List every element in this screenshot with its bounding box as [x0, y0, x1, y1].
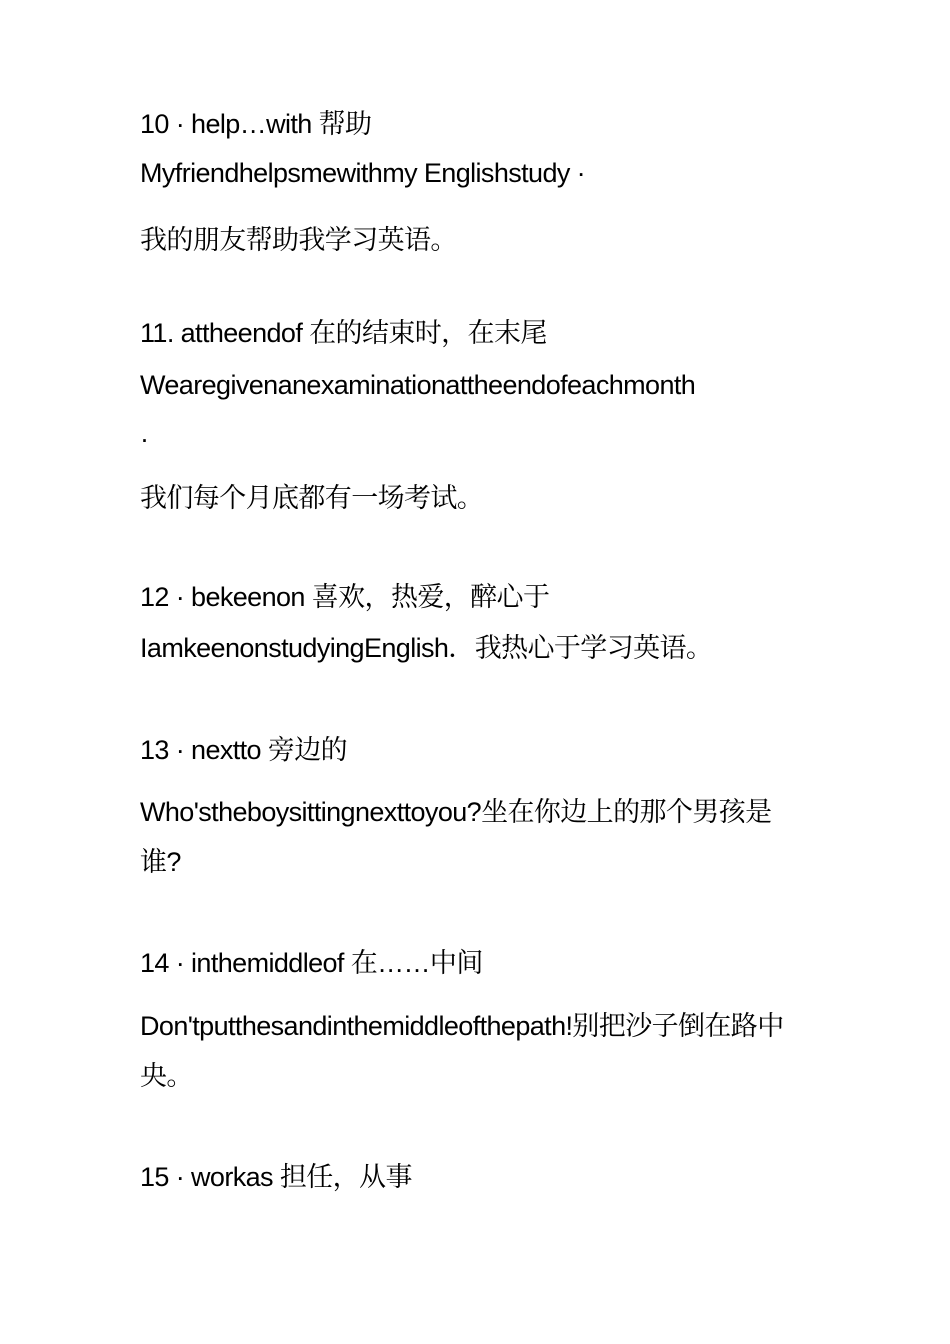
entry-13-heading: 13 · nextto 旁边的: [140, 735, 348, 765]
entry-15-heading: 15 · workas 担任，从事: [140, 1162, 412, 1192]
entry-10-heading: 10 · help…with 帮助: [140, 109, 372, 139]
entry-11-heading: 11. attheendof 在的结束时，在末尾: [140, 318, 547, 348]
entry-10-example: Myfriendhelpsmewithmy Englishstudy ·: [140, 158, 586, 188]
entry-14-example: Don'tputthesandinthemiddleofthepath!别把沙子倒在路中央。: [140, 1011, 784, 1091]
entry-13-example: Who'stheboysittingnexttoyou?坐在你边上的那个男孩是谁?: [140, 797, 772, 877]
entry-11-example-end: ·: [140, 424, 149, 454]
entry-14-heading: 14 · inthemiddleof 在……中间: [140, 948, 483, 978]
entry-11-translation: 我们每个月底都有一场考试。: [140, 483, 484, 513]
entry-12-heading: 12 · bekeenon 喜欢，热爱，醉心于: [140, 582, 550, 612]
entry-10-translation: 我的朋友帮助我学习英语。: [140, 225, 457, 255]
entry-12-example: IamkeenonstudyingEnglish．我热心于学习英语。: [140, 633, 713, 663]
entry-11-example: Wearegivenanexaminationattheendofeachmonth: [140, 370, 696, 400]
